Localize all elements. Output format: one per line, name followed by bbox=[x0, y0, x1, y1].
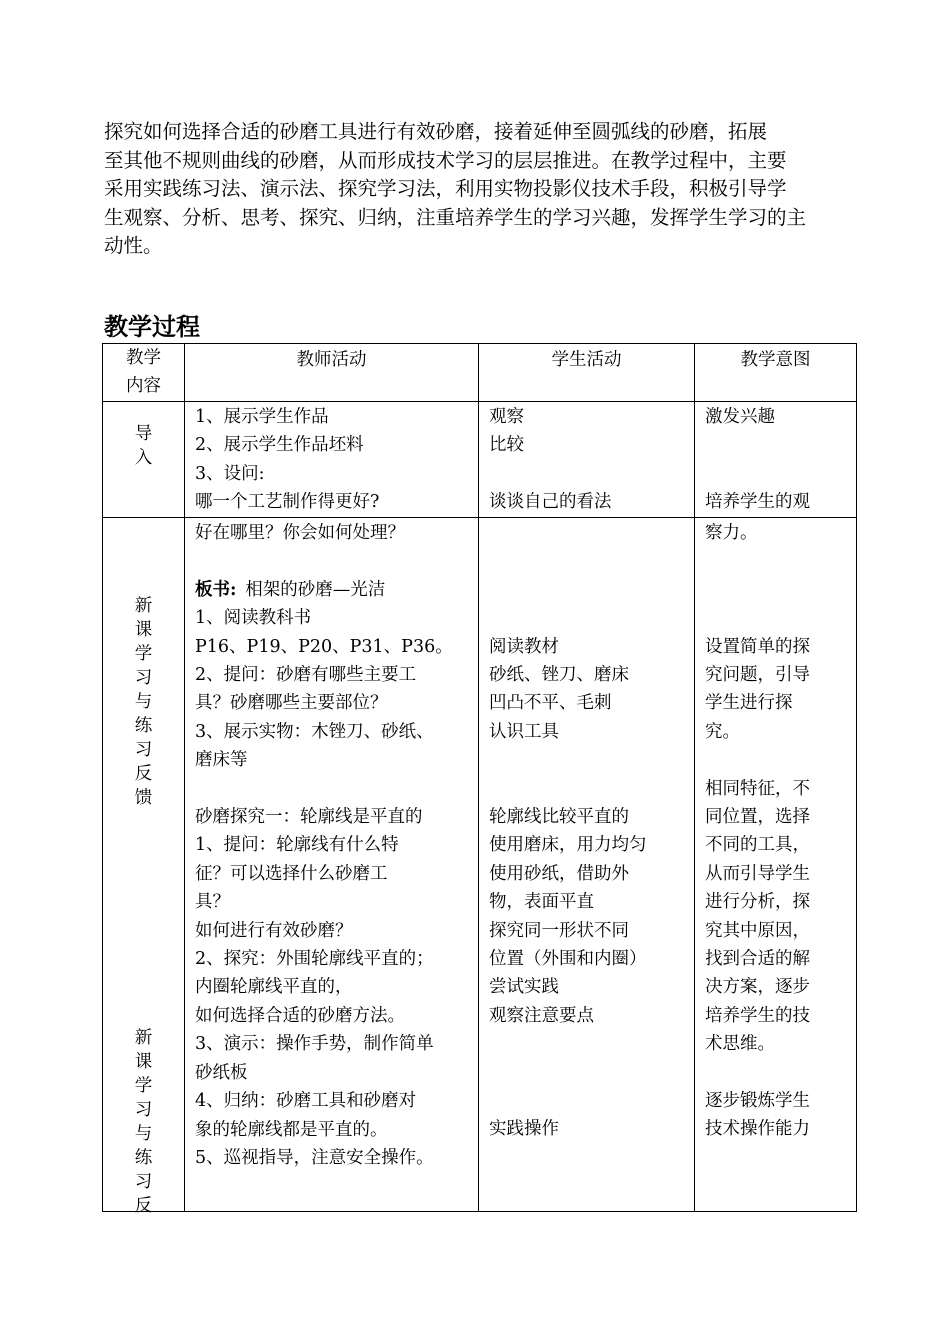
content-char: 反 bbox=[134, 764, 153, 784]
teaching-process-table bbox=[102, 343, 857, 1216]
teacher-line: P16、P19、P20、P31、P36。 bbox=[195, 636, 453, 657]
intent-line: 设置简单的探 bbox=[705, 636, 810, 657]
intent-line: 技术操作能力 bbox=[705, 1119, 810, 1140]
spacer bbox=[195, 775, 478, 803]
content-char: 馈 bbox=[134, 788, 153, 808]
content-char: 课 bbox=[134, 1052, 153, 1072]
board-text: 相架的砂磨—光洁 bbox=[245, 579, 386, 600]
teacher-line: 2、展示学生作品坯料 bbox=[195, 435, 364, 456]
intent-line: 找到合适的解 bbox=[705, 949, 810, 970]
intent-line: 培养学生的技 bbox=[705, 1005, 810, 1026]
student-line bbox=[489, 519, 694, 547]
intro-line: 动性。 bbox=[104, 234, 163, 258]
student-line: 使用砂纸，借助外 bbox=[489, 863, 629, 884]
intent-line bbox=[705, 746, 856, 774]
intent-line: 究其中原因， bbox=[705, 920, 810, 941]
student-line bbox=[489, 746, 694, 774]
teacher-line: 哪一个工艺制作得更好? bbox=[195, 492, 380, 513]
teacher-line: 内圈轮廓线平直的， bbox=[195, 977, 353, 998]
intent-line: 术思维。 bbox=[705, 1034, 775, 1055]
student-line: 观察注意要点 bbox=[489, 1005, 594, 1026]
student-line: 比较 bbox=[489, 435, 524, 456]
student-line bbox=[489, 1030, 694, 1058]
teacher-line: 2、提问：砂磨有哪些主要工 bbox=[195, 665, 417, 686]
intent-line: 相同特征，不 bbox=[705, 778, 810, 799]
content-char: 与 bbox=[134, 1124, 153, 1144]
teacher-line: 如何进行有效砂磨？ bbox=[195, 920, 353, 941]
student-line bbox=[489, 1087, 694, 1115]
teacher-line: 具？ bbox=[195, 892, 230, 913]
header-intent: 教学意图 bbox=[695, 344, 857, 402]
header-content-line: 教学 bbox=[126, 348, 161, 368]
student-line bbox=[489, 775, 694, 803]
new-lesson-intent-cell bbox=[695, 518, 857, 1212]
content-char: 新 bbox=[134, 1028, 153, 1048]
teacher-line: 磨床等 bbox=[195, 750, 248, 771]
table-row-new-lesson bbox=[103, 518, 857, 1212]
student-line: 尝试实践 bbox=[489, 977, 559, 998]
intent-line: 不同的工具， bbox=[705, 835, 810, 856]
teacher-line: 4、归纳：砂磨工具和砂磨对 bbox=[195, 1091, 417, 1112]
intro-line: 生观察、分析、思考、探究、归纳，注重培养学生的学习兴趣，发挥学生学习的主 bbox=[104, 205, 807, 229]
new-lesson-student-cell bbox=[479, 518, 695, 1212]
intent-line: 决方案，逐步 bbox=[705, 977, 810, 998]
intent-line bbox=[705, 1059, 856, 1087]
teacher-line: 具？砂磨哪些主要部位？ bbox=[195, 693, 388, 714]
content-char: 新 bbox=[134, 596, 153, 616]
student-line: 谈谈自己的看法 bbox=[489, 492, 612, 513]
content-char: 练 bbox=[134, 716, 153, 736]
teacher-line: 如何选择合适的砂磨方法。 bbox=[195, 1005, 405, 1026]
student-line: 阅读教材 bbox=[489, 636, 559, 657]
student-line: 砂纸、锉刀、磨床 bbox=[489, 664, 629, 685]
teacher-line: 1、展示学生作品 bbox=[195, 407, 329, 427]
content-char: 课 bbox=[134, 620, 153, 640]
content-char: 学 bbox=[134, 1076, 153, 1096]
intent-line: 从而引导学生 bbox=[705, 863, 810, 884]
intro-line: 探究如何选择合适的砂磨工具进行有效砂磨，接着延伸至圆弧线的砂磨，拓展 bbox=[104, 120, 768, 143]
student-line: 观察 bbox=[489, 407, 524, 427]
intent-line: 学生进行探 bbox=[705, 693, 793, 714]
teacher-line: 3、展示实物：木锉刀、砂纸、 bbox=[195, 721, 434, 742]
student-line bbox=[489, 460, 694, 488]
board-writing-line bbox=[195, 576, 478, 604]
header-content-line: 内容 bbox=[126, 376, 161, 397]
intent-line: 逐步锻炼学生 bbox=[705, 1091, 810, 1112]
student-line bbox=[489, 547, 694, 575]
intro-intent-cell bbox=[695, 402, 857, 518]
intro-line: 采用实践练习法、演示法、探究学习法，利用实物投影仪技术手段，积极引导学 bbox=[104, 177, 787, 201]
student-line bbox=[489, 576, 694, 604]
intro-line: 至其他不规则曲线的砂磨，从而形成技术学习的层层推进。在教学过程中，主要 bbox=[104, 148, 787, 172]
teacher-line: 砂纸板 bbox=[195, 1062, 248, 1083]
table-header-row bbox=[103, 344, 857, 402]
intent-line: 察力。 bbox=[705, 523, 758, 543]
content-char: 反 bbox=[134, 1196, 153, 1216]
teacher-line: 1、阅读教科书 bbox=[195, 608, 312, 629]
intro-content-char: 入 bbox=[134, 448, 153, 468]
content-char: 习 bbox=[134, 740, 153, 760]
student-line: 认识工具 bbox=[489, 721, 559, 742]
content-char: 练 bbox=[134, 1148, 153, 1168]
student-line: 轮廓线比较平直的 bbox=[489, 806, 629, 827]
intent-line bbox=[705, 604, 856, 632]
header-content bbox=[103, 344, 185, 402]
intent-line bbox=[705, 460, 856, 488]
content-label-top bbox=[103, 594, 184, 810]
intro-student-cell bbox=[479, 402, 695, 518]
content-char: 习 bbox=[134, 1100, 153, 1120]
intent-line bbox=[705, 431, 856, 459]
header-teacher: 教师活动 bbox=[185, 344, 479, 402]
student-line: 实践操作 bbox=[489, 1119, 559, 1140]
section-title: 教学过程 bbox=[104, 313, 200, 341]
intent-line bbox=[705, 576, 856, 604]
content-char: 学 bbox=[134, 644, 153, 664]
teacher-line: 3、设问: bbox=[195, 463, 265, 484]
student-line: 物，表面平直 bbox=[489, 892, 594, 913]
teacher-line: 2、探究：外围轮廓线平直的； bbox=[195, 949, 434, 970]
header-student: 学生活动 bbox=[479, 344, 695, 402]
student-line bbox=[489, 604, 694, 632]
teacher-line: 征？可以选择什么砂磨工 bbox=[195, 863, 388, 884]
teacher-line: 砂磨探究一：轮廓线是平直的 bbox=[195, 807, 423, 828]
intent-line: 进行分析，探 bbox=[705, 892, 810, 913]
teacher-line: 象的轮廓线都是平直的。 bbox=[195, 1119, 388, 1140]
board-label: 板书: bbox=[195, 579, 237, 600]
table-row-intro bbox=[103, 402, 857, 518]
intent-line bbox=[705, 547, 856, 575]
teacher-line: 好在哪里？你会如何处理？ bbox=[195, 523, 405, 543]
intro-teacher-cell bbox=[185, 402, 479, 518]
student-line: 探究同一形状不同 bbox=[489, 920, 629, 941]
content-char: 习 bbox=[134, 668, 153, 688]
teacher-line: 5、巡视指导，注意安全操作。 bbox=[195, 1147, 434, 1168]
content-char: 习 bbox=[134, 1172, 153, 1192]
intent-line: 究问题，引导 bbox=[705, 664, 810, 685]
student-line: 使用磨床，用力均匀 bbox=[489, 835, 647, 856]
content-char: 与 bbox=[134, 692, 153, 712]
new-lesson-teacher-cell bbox=[185, 518, 479, 1212]
student-line: 凹凸不平、毛刺 bbox=[489, 693, 612, 714]
student-line: 位置（外围和内圈） bbox=[489, 949, 647, 969]
intent-line: 究。 bbox=[705, 721, 740, 742]
teacher-line: 3、演示：操作手势，制作简单 bbox=[195, 1034, 434, 1055]
intro-paragraph bbox=[104, 118, 856, 261]
student-line bbox=[489, 1059, 694, 1087]
intent-line: 培养学生的观 bbox=[705, 492, 810, 513]
spacer bbox=[195, 547, 478, 575]
teacher-line: 1、提问：轮廓线有什么特 bbox=[195, 835, 399, 856]
new-lesson-content-cell bbox=[103, 518, 185, 1216]
intent-line: 激发兴趣 bbox=[705, 407, 775, 427]
intro-content-char: 导 bbox=[134, 424, 153, 444]
intent-line: 同位置，选择 bbox=[705, 807, 810, 827]
intro-content-cell bbox=[103, 402, 185, 518]
content-label-bottom bbox=[103, 1026, 184, 1218]
